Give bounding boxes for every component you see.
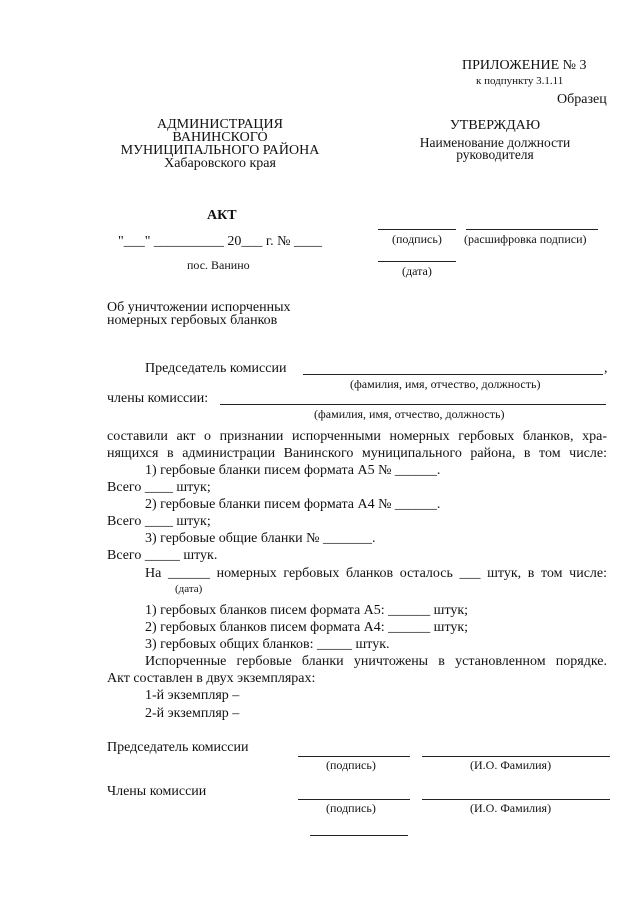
destroyed-statement: Испорченные гербовые бланки уничтожены в установленном порядке.: [145, 654, 607, 669]
approve-position-line-1: Наименование должности: [419, 135, 571, 150]
body-p1-line-1: составили акт о признании испорченными номерных гербовых бланков, хра-: [107, 429, 607, 444]
members-fio-caption: (фамилия, имя, отчество, должность): [314, 407, 505, 421]
extra-signature-line: [310, 835, 408, 836]
chairman-signature-line: [298, 756, 410, 757]
chairman-name-caption: (И.О. Фамилия): [470, 758, 552, 772]
chairman-signature-caption: (подпись): [326, 758, 376, 772]
approve-signature-line: [378, 229, 456, 230]
act-subject: [107, 301, 291, 327]
organization-block: [100, 118, 340, 170]
members-label: члены комиссии:: [107, 391, 209, 406]
signature-members-label: Члены комиссии: [107, 784, 207, 799]
chairman-fio-caption: (фамилия, имя, отчество, должность): [350, 377, 541, 391]
chairman-comma: ,: [604, 361, 608, 376]
remaining-item-2: 2) гербовых бланков писем формата А4: ______ штук;: [145, 620, 469, 635]
item-3: 3) гербовые общие бланки № _______.: [145, 531, 376, 546]
total-3: Всего _____ штук.: [107, 548, 218, 563]
signature-chairman-label: Председатель комиссии: [107, 740, 249, 755]
subject-line-2: номерных гербовых бланков: [107, 313, 278, 328]
approve-date-caption: (дата): [402, 264, 432, 278]
act-title: АКТ: [207, 208, 237, 223]
total-2: Всего ____ штук;: [107, 514, 211, 529]
approve-decoding-line: [466, 229, 598, 230]
copy-1: 1-й экземпляр –: [145, 688, 240, 703]
approve-position-line-2: руководителя: [456, 147, 534, 162]
item-2: 2) гербовые бланки писем формата А4 № ______.: [145, 497, 441, 512]
chairman-label: Председатель комиссии: [145, 361, 287, 376]
members-fill-line: [220, 404, 606, 405]
sample-mark: Образец: [557, 92, 607, 107]
approve-decoding-caption: (расшифровка подписи): [464, 232, 587, 246]
approve-date-line: [378, 261, 456, 262]
org-line-2: ВАНИНСКОГО: [172, 130, 268, 145]
members-name-line: [422, 799, 610, 800]
remaining-line: На ______ номерных гербовых бланков осталось ___ штук, в том числе:: [145, 566, 607, 581]
members-signature-caption: (подпись): [326, 801, 376, 815]
chairman-name-line: [422, 756, 610, 757]
members-name-caption: (И.О. Фамилия): [470, 801, 552, 815]
org-line-4: Хабаровского края: [164, 156, 276, 171]
chairman-fill-line: [303, 374, 603, 375]
approve-signature-caption: (подпись): [392, 232, 442, 246]
remaining-date-caption: (дата): [175, 583, 203, 595]
copy-2: 2-й экземпляр –: [145, 706, 240, 721]
remaining-item-3: 3) гербовых общих бланков: _____ штук.: [145, 637, 390, 652]
subject-line-1: Об уничтожении испорченных: [107, 300, 291, 315]
members-signature-line: [298, 799, 410, 800]
total-1: Всего ____ штук;: [107, 480, 211, 495]
act-date-number: "___" __________ 20___ г. № ____: [118, 234, 322, 249]
approve-position: [395, 137, 595, 161]
remaining-item-1: 1) гербовых бланков писем формата А5: ______ штук;: [145, 603, 469, 618]
org-line-1: АДМИНИСТРАЦИЯ: [157, 117, 283, 132]
body-p1-line-2: нящихся в администрации Ванинского муниципального района, в том числе:: [107, 446, 607, 461]
approve-title: УТВЕРЖДАЮ: [449, 118, 541, 133]
item-1: 1) гербовые бланки писем формата А5 № ______.: [145, 463, 441, 478]
act-place: пос. Ванино: [187, 258, 250, 272]
copies-statement: Акт составлен в двух экземплярах:: [107, 671, 316, 686]
appendix-subclause: к подпункту 3.1.11: [476, 75, 564, 87]
org-line-3: МУНИЦИПАЛЬНОГО РАЙОНА: [120, 143, 320, 158]
appendix-number: ПРИЛОЖЕНИЕ № 3: [462, 58, 587, 73]
